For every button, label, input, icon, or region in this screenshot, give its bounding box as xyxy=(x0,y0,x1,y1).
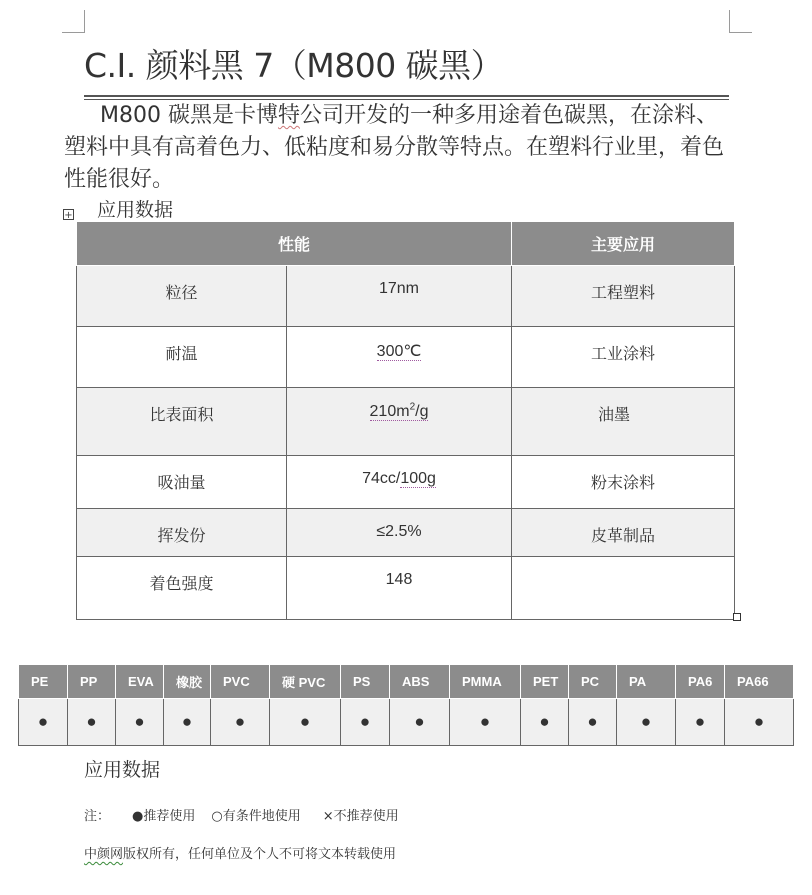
crop-mark-top-left xyxy=(62,10,85,33)
resin-header-rubber: 橡胶 xyxy=(164,665,211,699)
compatibility-marks-row xyxy=(19,699,794,746)
footer-heading: 应用数据 xyxy=(84,759,161,781)
resin-header-rigid-pvc: 硬 PVC xyxy=(270,665,341,699)
resin-header-ps: PS xyxy=(341,665,390,699)
compat-mark: ● xyxy=(676,699,725,746)
title-rule xyxy=(84,95,729,97)
copyright-notice xyxy=(84,843,396,862)
resin-header-pvc: PVC xyxy=(211,665,270,699)
property-value: ≤2.5% xyxy=(287,509,512,557)
property-name: 着色强度 xyxy=(77,557,287,620)
resin-header-pa: PA xyxy=(617,665,676,699)
legend-not-recommended: ×不推荐使用 xyxy=(322,809,399,824)
application: 油墨 xyxy=(512,388,735,456)
copyright-brand: 中颜网 xyxy=(84,847,124,862)
compatibility-header-row xyxy=(19,665,794,699)
intro-text-a: 碳黑是卡博 xyxy=(160,103,278,128)
property-value xyxy=(287,388,512,456)
intro-lead: M800 xyxy=(100,103,161,128)
compat-mark: ● xyxy=(68,699,116,746)
compat-mark: ● xyxy=(19,699,68,746)
compat-mark: ● xyxy=(341,699,390,746)
property-name: 吸油量 xyxy=(77,456,287,509)
section-heading: 应用数据 xyxy=(97,199,174,221)
intro-text-b: 公司开发的一种多用途着色碳黑，在涂料、塑料中具有高着色力、低粘度和易分散等特点。在塑料行业里，着色性能很好。 xyxy=(64,103,725,192)
resin-header-pa66: PA66 xyxy=(725,665,794,699)
table-row xyxy=(77,456,735,509)
table-row xyxy=(77,557,735,620)
compat-mark: ● xyxy=(521,699,569,746)
move-handle-icon[interactable]: + xyxy=(64,210,73,221)
resin-header-pmma: PMMA xyxy=(450,665,521,699)
compat-mark: ● xyxy=(164,699,211,746)
table-resize-handle[interactable] xyxy=(733,613,741,621)
intro-brand-char: 特 xyxy=(277,103,300,128)
compat-mark: ● xyxy=(211,699,270,746)
property-value-text: 300℃ xyxy=(376,343,422,360)
compat-mark: ● xyxy=(725,699,794,746)
table-row xyxy=(77,388,735,456)
application: 工业涂料 xyxy=(512,327,735,388)
legend-recommended: ●推荐使用 xyxy=(132,809,196,824)
resin-header-pc: PC xyxy=(569,665,617,699)
resin-header-pe: PE xyxy=(19,665,68,699)
table-row xyxy=(77,266,735,327)
application xyxy=(512,557,735,620)
header-main-application: 主要应用 xyxy=(512,222,735,266)
compat-mark: ● xyxy=(116,699,164,746)
legend xyxy=(84,805,399,824)
resin-header-pa6: PA6 xyxy=(676,665,725,699)
property-name: 耐温 xyxy=(77,327,287,388)
property-name: 比表面积 xyxy=(77,388,287,456)
property-name: 粒径 xyxy=(77,266,287,327)
table-row xyxy=(77,327,735,388)
crop-mark-top-right xyxy=(729,10,752,33)
compat-mark: ● xyxy=(270,699,341,746)
application: 工程塑料 xyxy=(512,266,735,327)
compatibility-table xyxy=(18,664,794,746)
compat-mark: ● xyxy=(617,699,676,746)
application: 粉末涂料 xyxy=(512,456,735,509)
application: 皮革制品 xyxy=(512,509,735,557)
legend-conditional: ○有条件地使用 xyxy=(211,809,301,824)
document-title: C.I. 颜料黑 7（M800 碳黑） xyxy=(84,46,504,85)
intro-paragraph xyxy=(64,100,724,196)
resin-header-abs: ABS xyxy=(390,665,450,699)
copyright-text: 版权所有，任何单位及个人不可将文本转载使用 xyxy=(123,847,397,862)
header-performance: 性能 xyxy=(77,222,512,266)
property-value-text: $210m^2/g$ xyxy=(369,402,429,421)
resin-header-eva: EVA xyxy=(116,665,164,699)
resin-header-pp: PP xyxy=(68,665,116,699)
legend-note-label: 注： xyxy=(84,809,111,824)
compat-mark: ● xyxy=(569,699,617,746)
resin-header-pet: PET xyxy=(521,665,569,699)
compat-mark: ● xyxy=(450,699,521,746)
property-value: 17nm xyxy=(287,266,512,327)
compat-mark: ● xyxy=(390,699,450,746)
table-row xyxy=(77,509,735,557)
property-value: 74cc/100g xyxy=(287,456,512,509)
property-name: 挥发份 xyxy=(77,509,287,557)
property-value xyxy=(287,327,512,388)
property-value: 148 xyxy=(287,557,512,620)
properties-table xyxy=(76,221,735,620)
